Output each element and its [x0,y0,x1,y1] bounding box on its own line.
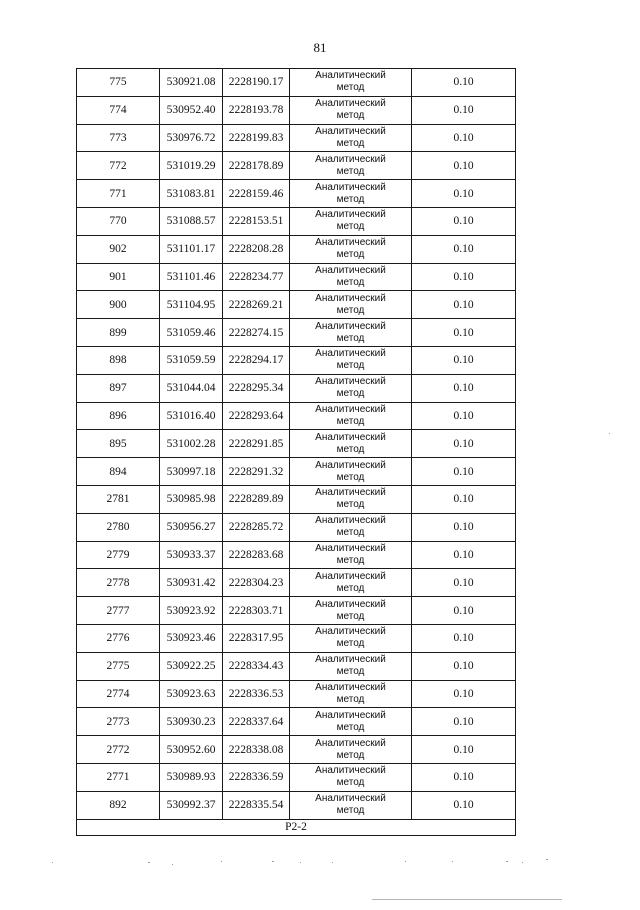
method-line: Аналитический [315,681,386,693]
error-value-cell: 0.10 [412,69,516,97]
coordinates-table [76,68,516,836]
x-coordinate-cell: 530931.42 [160,569,223,597]
point-number-cell: 901 [77,263,160,291]
method-line: Аналитический [315,542,386,554]
method-cell [290,124,412,152]
x-coordinate-cell: 530923.92 [160,597,223,625]
error-value-cell: 0.10 [412,763,516,791]
point-number-cell: 2778 [77,569,160,597]
x-coordinate-cell: 530933.37 [160,541,223,569]
x-coordinate-cell: 530952.40 [160,96,223,124]
table-row [77,235,516,263]
error-value-cell: 0.10 [412,152,516,180]
error-value-cell: 0.10 [412,319,516,347]
y-coordinate-cell: 2228317.95 [223,624,290,652]
method-line: метод [336,304,365,316]
method-line: Аналитический [315,70,386,82]
y-coordinate-cell: 2228336.53 [223,680,290,708]
point-number-cell: 770 [77,207,160,235]
error-value-cell: 0.10 [412,541,516,569]
y-coordinate-cell: 2228338.08 [223,736,290,764]
y-coordinate-cell: 2228269.21 [223,291,290,319]
error-value-cell: 0.10 [412,207,516,235]
error-value-cell: 0.10 [412,180,516,208]
method-cell [290,513,412,541]
y-coordinate-cell: 2228337.64 [223,708,290,736]
method-line: метод [336,777,365,789]
table-row [77,485,516,513]
y-coordinate-cell: 2228291.32 [223,458,290,486]
method-line: Аналитический [315,348,386,360]
y-coordinate-cell: 2228283.68 [223,541,290,569]
error-value-cell: 0.10 [412,346,516,374]
x-coordinate-cell: 530923.63 [160,680,223,708]
method-line: Аналитический [315,515,386,527]
point-number-cell: 2771 [77,763,160,791]
error-value-cell: 0.10 [412,402,516,430]
error-value-cell: 0.10 [412,485,516,513]
x-coordinate-cell: 530992.37 [160,791,223,819]
method-line: метод [336,666,365,678]
point-number-cell: 902 [77,235,160,263]
point-number-cell: 2780 [77,513,160,541]
point-number-cell: 897 [77,374,160,402]
method-cell [290,152,412,180]
method-line: метод [336,443,365,455]
method-cell [290,763,412,791]
method-cell [290,624,412,652]
point-number-cell: 895 [77,430,160,458]
method-line: метод [336,610,365,622]
table-footer-row [77,819,516,835]
page-number: 81 [313,40,327,55]
error-value-cell: 0.10 [412,736,516,764]
y-coordinate-cell: 2228295.34 [223,374,290,402]
x-coordinate-cell: 531002.28 [160,430,223,458]
y-coordinate-cell: 2228294.17 [223,346,290,374]
y-coordinate-cell: 2228304.23 [223,569,290,597]
error-value-cell: 0.10 [412,430,516,458]
point-number-cell: 773 [77,124,160,152]
method-cell [290,263,412,291]
method-line: метод [336,249,365,261]
method-line: Аналитический [315,487,386,499]
y-coordinate-cell: 2228274.15 [223,319,290,347]
error-value-cell: 0.10 [412,624,516,652]
method-cell [290,235,412,263]
method-cell [290,541,412,569]
x-coordinate-cell: 531016.40 [160,402,223,430]
point-number-cell: 899 [77,319,160,347]
method-line: Аналитический [315,181,386,193]
y-coordinate-cell: 2228190.17 [223,69,290,97]
y-coordinate-cell: 2228303.71 [223,597,290,625]
method-cell [290,69,412,97]
table-row [77,263,516,291]
method-cell [290,458,412,486]
table-row [77,180,516,208]
table-row [77,569,516,597]
point-number-cell: 898 [77,346,160,374]
method-line: Аналитический [315,737,386,749]
x-coordinate-cell: 530976.72 [160,124,223,152]
method-cell [290,736,412,764]
y-coordinate-cell: 2228193.78 [223,96,290,124]
table-row [77,96,516,124]
point-number-cell: 2775 [77,652,160,680]
method-cell [290,374,412,402]
method-line: метод [336,582,365,594]
method-line: Аналитический [315,765,386,777]
method-cell [290,597,412,625]
method-line: Аналитический [315,626,386,638]
method-line: Аналитический [315,598,386,610]
method-line: Аналитический [315,376,386,388]
point-number-cell: 2774 [77,680,160,708]
method-cell [290,207,412,235]
x-coordinate-cell: 530989.93 [160,763,223,791]
method-cell [290,680,412,708]
method-line: метод [336,388,365,400]
table-row [77,291,516,319]
method-line: Аналитический [315,654,386,666]
table-row [77,152,516,180]
table-row [77,763,516,791]
method-line: метод [336,221,365,233]
error-value-cell: 0.10 [412,291,516,319]
table-row [77,374,516,402]
point-number-cell: 772 [77,152,160,180]
x-coordinate-cell: 530930.23 [160,708,223,736]
table-row [77,791,516,819]
x-coordinate-cell: 531101.17 [160,235,223,263]
method-line: Аналитический [315,292,386,304]
method-line: метод [336,82,365,94]
method-cell [290,791,412,819]
method-line: метод [336,499,365,511]
method-line: Аналитический [315,125,386,137]
table-row [77,346,516,374]
method-cell [290,430,412,458]
x-coordinate-cell: 530985.98 [160,485,223,513]
x-coordinate-cell: 530923.46 [160,624,223,652]
method-cell [290,485,412,513]
method-line: метод [336,415,365,427]
point-number-cell: 2773 [77,708,160,736]
method-line: Аналитический [315,209,386,221]
method-line: метод [336,165,365,177]
point-number-cell: 896 [77,402,160,430]
error-value-cell: 0.10 [412,124,516,152]
y-coordinate-cell: 2228291.85 [223,430,290,458]
x-coordinate-cell: 531019.29 [160,152,223,180]
method-line: метод [336,471,365,483]
table-row [77,597,516,625]
method-line: метод [336,110,365,122]
y-coordinate-cell: 2228234.77 [223,263,290,291]
method-line: Аналитический [315,153,386,165]
method-line: метод [336,721,365,733]
table-row [77,458,516,486]
table-row [77,513,516,541]
point-number-cell: 900 [77,291,160,319]
table-row [77,708,516,736]
method-line: метод [336,693,365,705]
x-coordinate-cell: 531044.04 [160,374,223,402]
y-coordinate-cell: 2228178.89 [223,152,290,180]
point-number-cell: 2781 [77,485,160,513]
method-cell [290,652,412,680]
y-coordinate-cell: 2228208.28 [223,235,290,263]
error-value-cell: 0.10 [412,235,516,263]
error-value-cell: 0.10 [412,791,516,819]
method-cell [290,180,412,208]
error-value-cell: 0.10 [412,263,516,291]
method-line: метод [336,193,365,205]
coordinates-table-container [76,68,512,836]
method-cell [290,346,412,374]
method-line: метод [336,554,365,566]
coordinates-table-body [77,69,516,836]
y-coordinate-cell: 2228289.89 [223,485,290,513]
method-line: Аналитический [315,98,386,110]
x-coordinate-cell: 530997.18 [160,458,223,486]
error-value-cell: 0.10 [412,680,516,708]
table-row [77,430,516,458]
table-row [77,541,516,569]
error-value-cell: 0.10 [412,374,516,402]
table-row [77,402,516,430]
error-value-cell: 0.10 [412,652,516,680]
table-row [77,69,516,97]
y-coordinate-cell: 2228159.46 [223,180,290,208]
method-line: Аналитический [315,237,386,249]
table-row [77,736,516,764]
method-cell [290,402,412,430]
method-cell [290,569,412,597]
table-row [77,207,516,235]
error-value-cell: 0.10 [412,569,516,597]
bottom-edge-line [372,899,562,900]
point-number-cell: 775 [77,69,160,97]
method-line: метод [336,638,365,650]
method-line: Аналитический [315,431,386,443]
method-cell [290,708,412,736]
x-coordinate-cell: 531059.46 [160,319,223,347]
method-cell [290,96,412,124]
error-value-cell: 0.10 [412,597,516,625]
x-coordinate-cell: 531088.57 [160,207,223,235]
x-coordinate-cell: 530952.60 [160,736,223,764]
point-number-cell: 2776 [77,624,160,652]
y-coordinate-cell: 2228334.43 [223,652,290,680]
y-coordinate-cell: 2228293.64 [223,402,290,430]
error-value-cell: 0.10 [412,458,516,486]
table-row [77,319,516,347]
table-row [77,624,516,652]
x-coordinate-cell: 531059.59 [160,346,223,374]
x-coordinate-cell: 530922.25 [160,652,223,680]
method-line: Аналитический [315,264,386,276]
table-row [77,680,516,708]
method-line: Аналитический [315,459,386,471]
method-cell [290,291,412,319]
method-line: метод [336,749,365,761]
footer-label: Р2-2 [77,819,516,835]
method-line: метод [336,527,365,539]
method-line: метод [336,360,365,372]
point-number-cell: 2777 [77,597,160,625]
x-coordinate-cell: 531083.81 [160,180,223,208]
method-cell [290,319,412,347]
point-number-cell: 2779 [77,541,160,569]
y-coordinate-cell: 2228285.72 [223,513,290,541]
method-line: Аналитический [315,320,386,332]
x-coordinate-cell: 530921.08 [160,69,223,97]
point-number-cell: 894 [77,458,160,486]
error-value-cell: 0.10 [412,708,516,736]
method-line: Аналитический [315,570,386,582]
method-line: Аналитический [315,403,386,415]
point-number-cell: 771 [77,180,160,208]
table-row [77,124,516,152]
error-value-cell: 0.10 [412,96,516,124]
method-line: метод [336,276,365,288]
x-coordinate-cell: 531101.46 [160,263,223,291]
point-number-cell: 2772 [77,736,160,764]
method-line: метод [336,332,365,344]
method-line: метод [336,137,365,149]
x-coordinate-cell: 530956.27 [160,513,223,541]
method-line: метод [336,805,365,817]
y-coordinate-cell: 2228153.51 [223,207,290,235]
table-row [77,652,516,680]
x-coordinate-cell: 531104.95 [160,291,223,319]
y-coordinate-cell: 2228199.83 [223,124,290,152]
method-line: Аналитический [315,709,386,721]
y-coordinate-cell: 2228336.59 [223,763,290,791]
error-value-cell: 0.10 [412,513,516,541]
y-coordinate-cell: 2228335.54 [223,791,290,819]
method-line: Аналитический [315,793,386,805]
point-number-cell: 774 [77,96,160,124]
point-number-cell: 892 [77,791,160,819]
